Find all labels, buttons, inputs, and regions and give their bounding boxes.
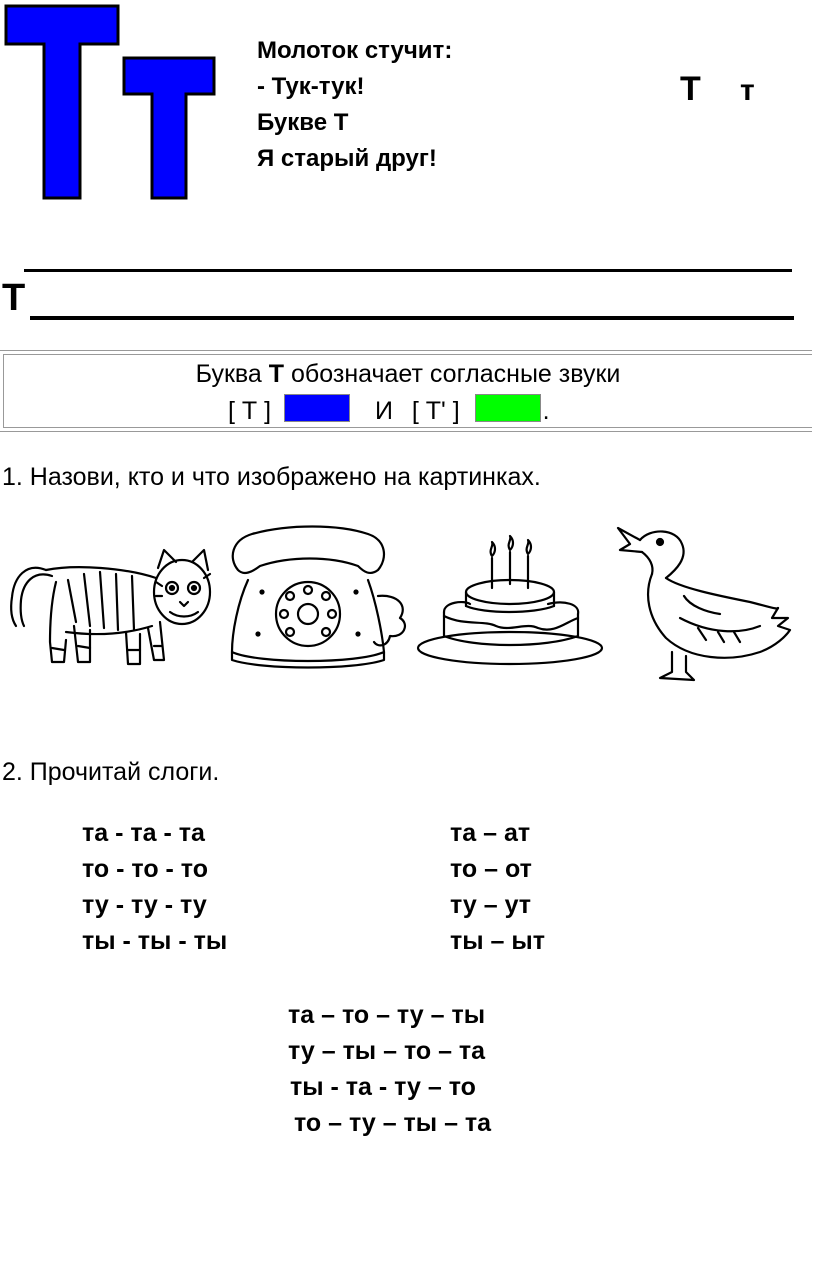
note-end: . bbox=[542, 397, 550, 425]
letter-upper: Т bbox=[680, 70, 701, 108]
telephone-drawing bbox=[218, 522, 410, 672]
syllable-row: ты - ты - ты bbox=[82, 927, 228, 955]
syllable-row: ты – ыт bbox=[450, 927, 545, 955]
big-letter-t-graphic bbox=[0, 0, 230, 205]
connector: И bbox=[374, 397, 393, 425]
note-letter: Т bbox=[268, 360, 285, 388]
hard-sound: [ Т ] bbox=[228, 397, 272, 425]
tiger-drawing bbox=[6, 522, 216, 672]
poem-line: - Тук-тук! bbox=[257, 73, 365, 100]
task-2: 2. Прочитай слоги. bbox=[2, 758, 220, 786]
syllable-row: то – от bbox=[450, 855, 532, 883]
poem-line: Молоток стучит: bbox=[257, 37, 453, 64]
syllable-row: та – ат bbox=[450, 819, 531, 847]
writing-line bbox=[24, 269, 792, 272]
syllable-row: та – то – ту – ты bbox=[288, 1001, 486, 1029]
syllable-row: ту – ты – то – та bbox=[288, 1037, 486, 1065]
writing-line bbox=[30, 316, 794, 320]
note-text-part: обозначает согласные звуки bbox=[284, 360, 621, 388]
syllable-row: то – ту – ты – та bbox=[294, 1109, 492, 1137]
syllable-row: ты - та - ту – то bbox=[290, 1073, 476, 1101]
syllable-row: та - та - та bbox=[82, 819, 205, 847]
writing-line-letter: Т bbox=[2, 277, 26, 319]
task-1: 1. Назови, кто и что изображено на картинках. bbox=[2, 463, 541, 491]
cake-drawing bbox=[414, 522, 604, 672]
syllable-row: то - то - то bbox=[82, 855, 208, 883]
duck-drawing bbox=[610, 522, 800, 697]
hard-sound-swatch bbox=[284, 394, 350, 422]
syllable-row: ту – ут bbox=[450, 891, 532, 919]
syllables-left bbox=[82, 815, 227, 959]
syllables-center bbox=[288, 997, 491, 1141]
soft-sound-swatch bbox=[475, 394, 541, 422]
poem-line: Я старый друг! bbox=[257, 145, 437, 172]
note-text bbox=[0, 360, 816, 389]
note-sounds bbox=[228, 394, 550, 426]
poem-line: Букве Т bbox=[257, 109, 349, 136]
syllable-row: ту - ту - ту bbox=[82, 891, 207, 919]
note-text-part: Буква bbox=[195, 360, 269, 388]
letter-lower: т bbox=[740, 74, 755, 107]
syllables-right bbox=[450, 815, 545, 959]
poem bbox=[257, 33, 452, 177]
soft-sound: [ Т' ] bbox=[411, 397, 460, 425]
